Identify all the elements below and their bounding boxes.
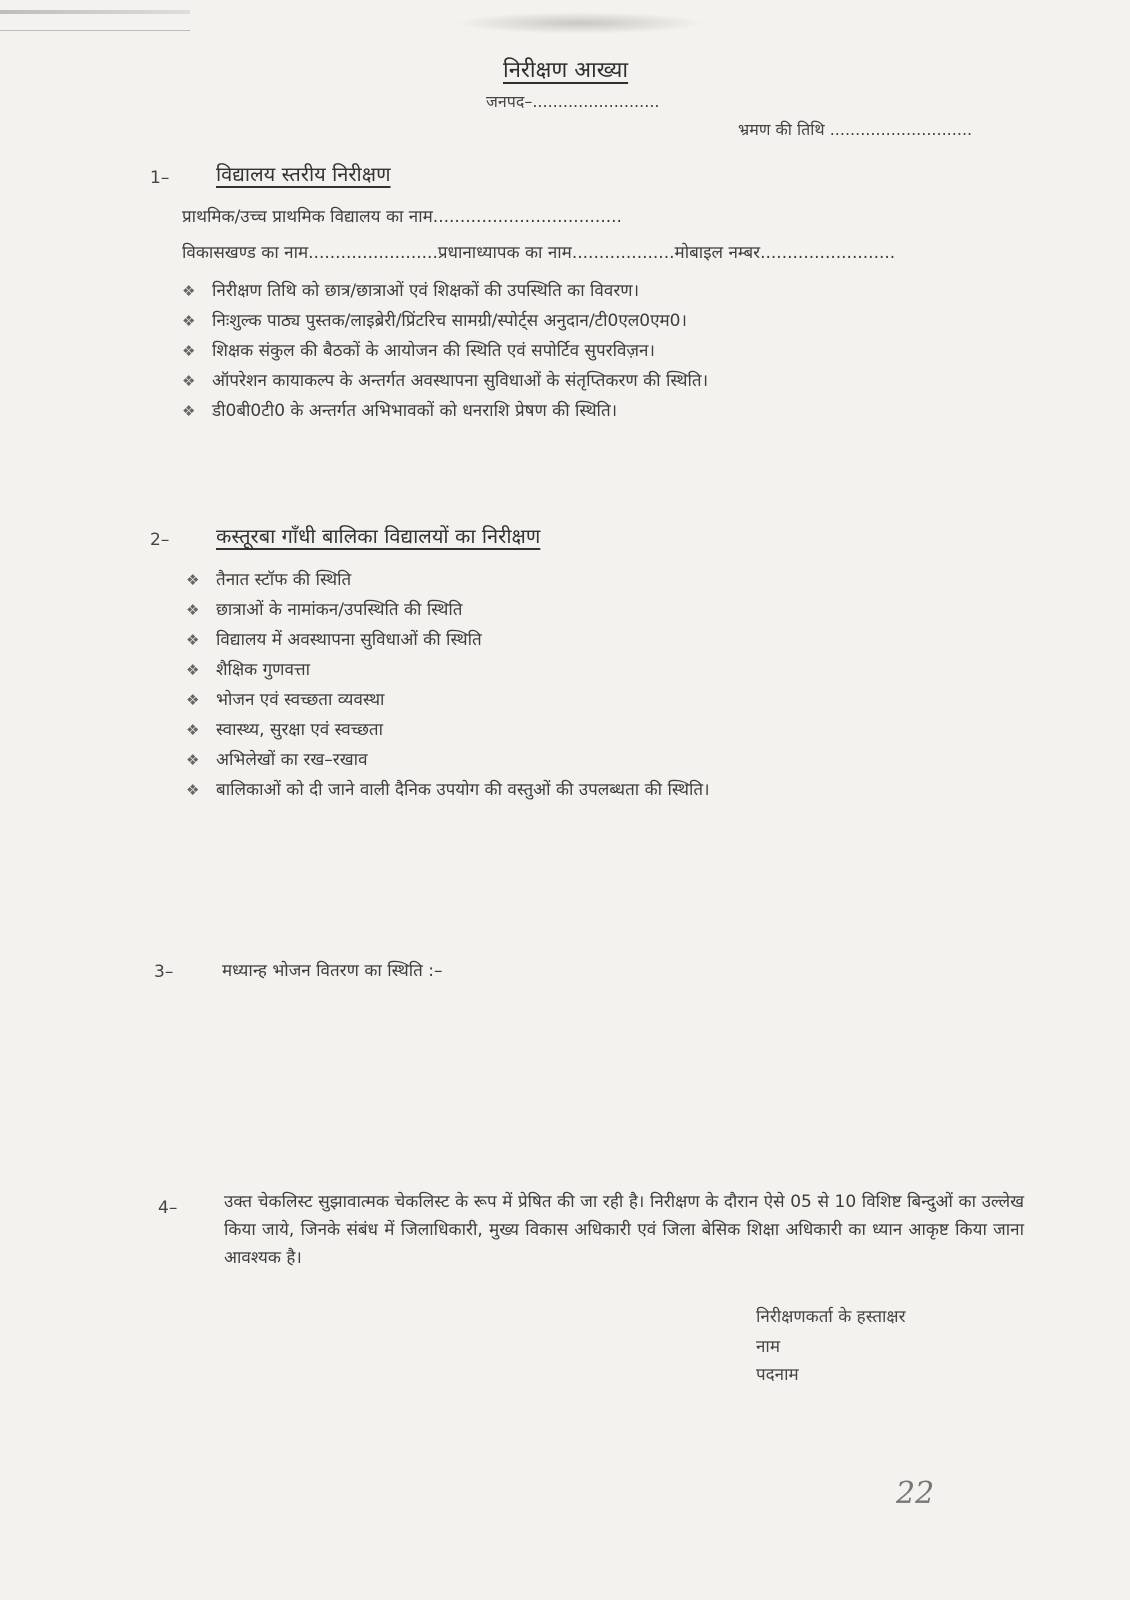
block-headmaster-mobile-field: विकासखण्ड का नाम........................प्रधानाध्यापक का नाम...................मोबाइल नम्बर......................... bbox=[182, 243, 896, 263]
list-item: ❖ डी0बी0टी0 के अन्तर्गत अभिभावकों को धनराशि प्रेषण की स्थिति। bbox=[182, 396, 708, 426]
list-item: ❖ निःशुल्क पाठ्य पुस्तक/लाइब्रेरी/प्रिंटरिच सामग्री/स्पोर्ट्स अनुदान/टी0एल0एम0। bbox=[182, 306, 708, 336]
page-title: निरीक्षण आख्या bbox=[503, 58, 629, 83]
bullet-icon: ❖ bbox=[186, 571, 200, 589]
section-1-number: 1– bbox=[150, 168, 170, 188]
list-item: ❖ शिक्षक संकुल की बैठकों के आयोजन की स्थिति एवं सपोर्टिव सुपरविज़न। bbox=[182, 336, 708, 366]
page-number: 22 bbox=[896, 1476, 935, 1511]
designation-label: पदनाम bbox=[756, 1365, 799, 1385]
bullet-icon: ❖ bbox=[186, 781, 200, 799]
list-item: ❖ तैनात स्टॉफ की स्थिति bbox=[186, 565, 710, 595]
list-item: ❖ निरीक्षण तिथि को छात्र/छात्राओं एवं शिक्षकों की उपस्थिति का विवरण। bbox=[182, 276, 708, 306]
bullet-icon: ❖ bbox=[186, 601, 200, 619]
section-2-title: कस्तूरबा गाँधी बालिका विद्यालयों का निरीक्षण bbox=[216, 524, 541, 548]
section-3-number: 3– bbox=[154, 962, 174, 982]
bullet-icon: ❖ bbox=[186, 751, 200, 769]
section-2-number: 2– bbox=[150, 530, 170, 550]
section-4-number: 4– bbox=[158, 1198, 178, 1218]
section-4-paragraph: उक्त चेकलिस्ट सुझावात्मक चेकलिस्ट के रूप में प्रेषित की जा रही है। निरीक्षण के दौरान ऐसे 05 से 10 विशिष्ट बिन्दुओं का उल्लेख किया जाये, जिनके संबंध में जिलाधिकारी, मुख्य विकास अधिकारी एवं जिला बेसिक शिक्षा अधिकारी का ध्यान आकृष्ट किया जाना आवश्यक है। bbox=[224, 1192, 1024, 1268]
bullet-icon: ❖ bbox=[182, 342, 196, 360]
list-item: ❖ शैक्षिक गुणवत्ता bbox=[186, 655, 710, 685]
section-1-list bbox=[182, 276, 708, 426]
district-field-label: जनपद–......................... bbox=[486, 92, 660, 111]
school-name-field: प्राथमिक/उच्च प्राथमिक विद्यालय का नाम................................... bbox=[182, 207, 622, 227]
list-item: ❖ अभिलेखों का रख–रखाव bbox=[186, 745, 710, 775]
list-item: ❖ विद्यालय में अवस्थापना सुविधाओं की स्थिति bbox=[186, 625, 710, 655]
bullet-icon: ❖ bbox=[182, 282, 196, 300]
scan-edge-mark bbox=[0, 10, 190, 14]
bullet-icon: ❖ bbox=[182, 312, 196, 330]
list-item: ❖ छात्राओं के नामांकन/उपस्थिति की स्थिति bbox=[186, 595, 710, 625]
list-item: ❖ बालिकाओं को दी जाने वाली दैनिक उपयोग की वस्तुओं की उपलब्धता की स्थिति। bbox=[186, 775, 710, 805]
bullet-icon: ❖ bbox=[186, 691, 200, 709]
bullet-icon: ❖ bbox=[182, 372, 196, 390]
bullet-icon: ❖ bbox=[186, 631, 200, 649]
bullet-icon: ❖ bbox=[182, 402, 196, 420]
list-item: ❖ भोजन एवं स्वच्छता व्यवस्था bbox=[186, 685, 710, 715]
name-label: नाम bbox=[756, 1337, 781, 1357]
bullet-icon: ❖ bbox=[186, 661, 200, 679]
list-item: ❖ स्वास्थ्य, सुरक्षा एवं स्वच्छता bbox=[186, 715, 710, 745]
section-3-title: मध्यान्ह भोजन वितरण का स्थिति :– bbox=[222, 961, 443, 981]
visit-date-field-label: भ्रमण की तिथि ............................ bbox=[738, 120, 973, 139]
section-1-title: विद्यालय स्तरीय निरीक्षण bbox=[216, 162, 391, 186]
bullet-icon: ❖ bbox=[186, 721, 200, 739]
signature-label: निरीक्षणकर्ता के हस्ताक्षर bbox=[756, 1307, 906, 1327]
scan-smudge bbox=[455, 12, 705, 34]
section-2-list bbox=[186, 565, 710, 805]
list-item: ❖ ऑपरेशन कायाकल्प के अन्तर्गत अवस्थापना सुविधाओं के संतृप्तिकरण की स्थिति। bbox=[182, 366, 708, 396]
scan-edge-line bbox=[0, 30, 190, 31]
